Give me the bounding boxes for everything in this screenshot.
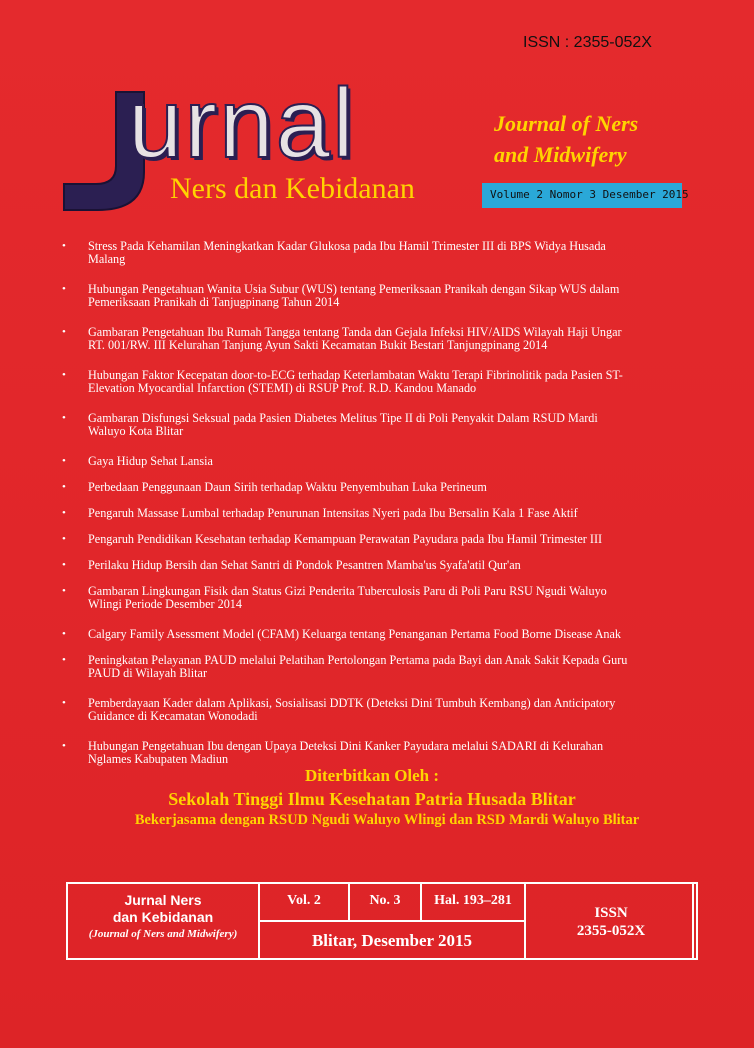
bullet-icon: • bbox=[62, 585, 66, 597]
issn-top: ISSN : 2355-052X bbox=[523, 34, 652, 51]
article-item: • Calgary Family Asessment Model (CFAM) Keluarga tentang Penanganan Pertama Food Borne Disease Anak bbox=[62, 627, 621, 641]
logo-wordmark: urnal bbox=[128, 68, 356, 178]
journal-english-line-1: Journal of Ners bbox=[494, 111, 639, 136]
article-item: • Stress Pada Kehamilan Meningkatkan Kadar Glukosa pada Ibu Hamil Trimester III di BPS Widya Husada Malang bbox=[62, 239, 606, 266]
article-item: • Perilaku Hidup Bersih dan Sehat Santri di Pondok Pesantren Mamba'us Syafa'atil Qur'an bbox=[62, 558, 521, 572]
publisher-heading: Diterbitkan Oleh : bbox=[304, 766, 440, 785]
footer-number: No. 3 bbox=[348, 882, 422, 922]
article-item: • Hubungan Pengetahuan Wanita Usia Subur (WUS) tentang Pemeriksaan Pranikah dengan Sikap WUS dalam Pemeriksaan Pranikah di Tanjugpinang Tahun 2014 bbox=[62, 282, 620, 309]
footer-pages: Hal. 193–281 bbox=[420, 882, 526, 922]
volume-badge: Volume 2 Nomor 3 Desember 2015 bbox=[482, 183, 682, 208]
bullet-icon: • bbox=[62, 507, 66, 519]
bullet-icon: • bbox=[62, 369, 66, 381]
footer-place-date: Blitar, Desember 2015 bbox=[258, 920, 526, 960]
bullet-icon: • bbox=[62, 455, 66, 467]
bullet-icon: • bbox=[62, 283, 66, 295]
bullet-icon: • bbox=[62, 628, 66, 640]
footer-journal-name: Jurnal Ners dan Kebidanan (Journal of Ners and Midwifery) bbox=[66, 882, 260, 960]
bullet-icon: • bbox=[62, 740, 66, 752]
article-item: • Hubungan Faktor Kecepatan door-to-ECG terhadap Keterlambatan Waktu Terapi Fibrinolitik pada Pasien ST- Elevation Myocardial Infarction (STEMI) di RSUP Prof. R.D. Kandou Manado bbox=[62, 368, 623, 395]
bullet-icon: • bbox=[62, 326, 66, 338]
journal-english-line-2: and Midwifery bbox=[494, 142, 627, 167]
publisher-block bbox=[0, 766, 754, 829]
article-item: • Gambaran Disfungsi Seksual pada Pasien Diabetes Melitus Tipe II di Poli Penyakit Dalam RSUD Mardi Waluyo Kota Blitar bbox=[62, 411, 598, 438]
article-item: • Hubungan Pengetahuan Ibu dengan Upaya Deteksi Dini Kanker Payudara melalui SADARI di Kelurahan Nglames Kabupaten Madiun bbox=[62, 739, 604, 766]
logo-subtitle: Ners dan Kebidanan bbox=[170, 172, 415, 205]
article-item: • Pengaruh Massase Lumbal terhadap Penurunan Intensitas Nyeri pada Ibu Bersalin Kala 1 Fase Aktif bbox=[62, 506, 578, 520]
bullet-icon: • bbox=[62, 481, 66, 493]
publisher-institution: Sekolah Tinggi Ilmu Kesehatan Patria Husada Blitar bbox=[168, 789, 576, 809]
article-item: • Pengaruh Pendidikan Kesehatan terhadap Kemampuan Perawatan Payudara pada Ibu Hamil Trimester III bbox=[62, 532, 603, 546]
article-item: • Gambaran Lingkungan Fisik dan Status Gizi Penderita Tuberculosis Paru di Poli Paru RSU Ngudi Waluyo Wlingi Periode Desember 2014 bbox=[62, 584, 607, 611]
article-item: • Pemberdayaan Kader dalam Aplikasi, Sosialisasi DDTK (Deteksi Dini Tumbuh Kembang) dan Anticipatory Guidance di Kecamatan Wonodadi bbox=[62, 696, 616, 723]
article-item: • Gaya Hidup Sehat Lansia bbox=[62, 454, 213, 468]
bullet-icon: • bbox=[62, 654, 66, 666]
journal-english-title bbox=[494, 108, 714, 170]
footer-info-box bbox=[66, 882, 694, 960]
footer-issn: ISSN 2355-052X bbox=[524, 882, 698, 960]
bullet-icon: • bbox=[62, 559, 66, 571]
footer-volume: Vol. 2 bbox=[258, 882, 350, 922]
article-item: • Gambaran Pengetahuan Ibu Rumah Tangga tentang Tanda dan Gejala Infeksi HIV/AIDS Wilayah Haji Ungar RT. 001/RW. III Kelurahan Tanjung Ayun Sakti Kecamatan Bukit Bestari Tanjungpinang 2014 bbox=[62, 325, 622, 352]
article-item: • Perbedaan Penggunaan Daun Sirih terhadap Waktu Penyembuhan Luka Perineum bbox=[62, 480, 487, 494]
article-list bbox=[62, 240, 662, 766]
bullet-icon: • bbox=[62, 240, 66, 252]
article-item: • Peningkatan Pelayanan PAUD melalui Pelatihan Pertolongan Pertama pada Bayi dan Anak Sakit Kepada Guru PAUD di Wilayah Blitar bbox=[62, 653, 628, 680]
bullet-icon: • bbox=[62, 533, 66, 545]
publisher-collaboration: Bekerjasama dengan RSUD Ngudi Waluyo Wlingi dan RSD Mardi Waluyo Blitar bbox=[134, 812, 640, 828]
bullet-icon: • bbox=[62, 412, 66, 424]
bullet-icon: • bbox=[62, 697, 66, 709]
